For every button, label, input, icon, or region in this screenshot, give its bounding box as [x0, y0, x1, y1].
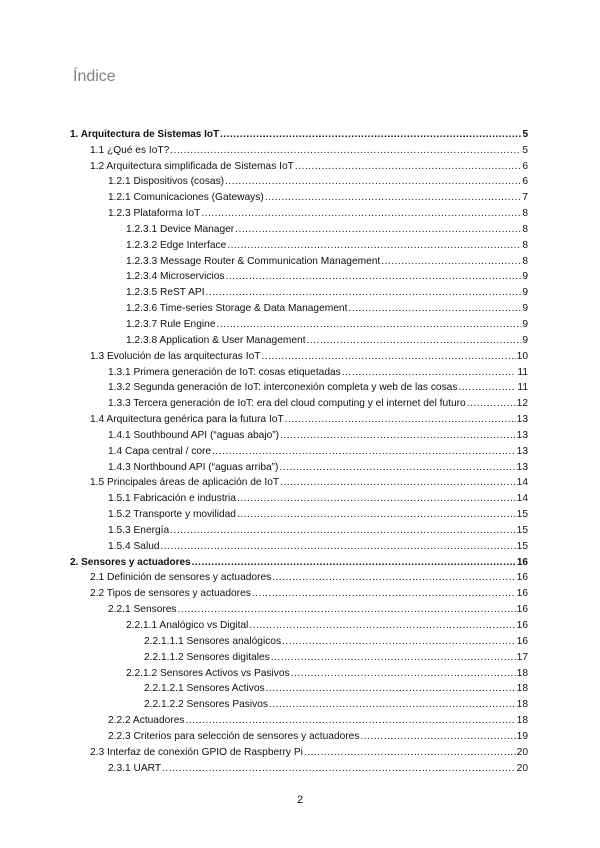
- toc-entry-title: 1.2.1 Dispositivos (cosas): [108, 176, 225, 188]
- toc-entry-title: 2.2.1.2 Sensores Activos vs Pasivos: [126, 667, 290, 679]
- toc-entry-page: 8: [522, 208, 528, 220]
- toc-entry[interactable]: [70, 727, 528, 743]
- toc-dot-leader: [261, 351, 515, 363]
- toc-entry-page: 13: [516, 461, 528, 473]
- toc-dot-leader: [348, 303, 521, 315]
- toc-dot-leader: [226, 271, 522, 283]
- toc-entry-page: 15: [516, 524, 528, 536]
- toc-entry-page: 9: [522, 271, 528, 283]
- toc-dot-leader: [162, 763, 516, 775]
- toc-entry-page: 13: [516, 414, 528, 426]
- toc-entry-title: 1.1 ¿Qué es IoT?: [90, 144, 170, 156]
- toc-entry[interactable]: [70, 569, 528, 585]
- toc-entry[interactable]: [70, 204, 528, 220]
- toc-entry-page: 5: [522, 128, 528, 140]
- toc-dot-leader: [220, 129, 521, 141]
- toc-entry-title: 1.3.1 Primera generación de IoT: cosas etiquetadas: [108, 366, 341, 378]
- toc-entry-page: 16: [516, 635, 528, 647]
- toc-dot-leader: [360, 731, 515, 743]
- toc-entry-page: 11: [517, 382, 528, 394]
- toc-entry-title: 2.2.1.2.2 Sensores Pasivos: [144, 699, 269, 711]
- toc-entry-page: 16: [516, 588, 528, 600]
- toc-entry-title: 1.2.3.6 Time-series Storage & Data Management: [126, 303, 348, 315]
- toc-entry[interactable]: [70, 505, 528, 521]
- toc-entry-title: 1.2 Arquitectura simplificada de Sistemas IoT: [90, 160, 294, 172]
- toc-entry-title: 1.5.4 Salud: [108, 540, 160, 552]
- toc-entry-page: 6: [522, 176, 528, 188]
- toc-dot-leader: [237, 493, 516, 505]
- toc-entry[interactable]: [70, 125, 528, 141]
- toc-entry-page: 18: [516, 683, 528, 695]
- toc-entry-title: 1.3.3 Tercera generación de IoT: era del cloud computing y el internet del futuro: [108, 398, 466, 410]
- toc-entry[interactable]: [70, 489, 528, 505]
- toc-entry-page: 12: [516, 398, 528, 410]
- toc-entry-page: 9: [522, 318, 528, 330]
- toc-dot-leader: [342, 367, 517, 379]
- toc-entry[interactable]: [70, 173, 528, 189]
- toc-entry-page: 16: [516, 572, 528, 584]
- toc-entry-title: 2.2.1.1.2 Sensores digitales: [144, 651, 270, 663]
- toc-dot-leader: [266, 683, 516, 695]
- toc-entry[interactable]: [70, 458, 528, 474]
- toc-entry-page: 5: [522, 144, 528, 156]
- toc-dot-leader: [295, 161, 521, 173]
- toc-entry[interactable]: [70, 220, 528, 236]
- toc-entry-title: 1.2.3.8 Application & User Management: [126, 334, 306, 346]
- toc-entry-title: 1.4 Capa central / core: [108, 445, 212, 457]
- toc-entry-page: 9: [522, 334, 528, 346]
- toc-entry-page: 15: [516, 509, 528, 521]
- toc-entry-title: 2.1 Definición de sensores y actuadores: [90, 572, 272, 584]
- toc-entry-title: 1.3 Evolución de las arquitecturas IoT: [90, 350, 261, 362]
- toc-entry-page: 7: [522, 192, 528, 204]
- toc-entry[interactable]: [70, 379, 528, 395]
- toc-entry-page: 13: [516, 445, 528, 457]
- toc-dot-leader: [381, 256, 521, 268]
- toc-entry[interactable]: [70, 553, 528, 569]
- toc-entry[interactable]: [70, 695, 528, 711]
- toc-entry[interactable]: [70, 537, 528, 553]
- toc-entry-page: 8: [522, 223, 528, 235]
- toc-dot-leader: [280, 477, 516, 489]
- toc-dot-leader: [269, 699, 516, 711]
- toc-entry[interactable]: [70, 426, 528, 442]
- toc-dot-leader: [212, 446, 516, 458]
- toc-dot-leader: [178, 604, 516, 616]
- toc-entry-title: 1.3.2 Segunda generación de IoT: interconexión completa y web de las cosas: [108, 382, 458, 394]
- toc-entry[interactable]: [70, 347, 528, 363]
- toc-entry[interactable]: [70, 363, 528, 379]
- toc-entry-title: 1.2.3.4 Microservicios: [126, 271, 225, 283]
- toc-entry-title: 1.5.3 Energía: [108, 524, 170, 536]
- toc-entry-title: 2.3 Interfaz de conexión GPIO de Raspberry Pi: [90, 746, 303, 758]
- toc-entry[interactable]: [70, 252, 528, 268]
- toc-dot-leader: [192, 557, 516, 569]
- toc-dot-leader: [285, 414, 516, 426]
- toc-entry-title: 1.2.3.1 Device Manager: [126, 223, 235, 235]
- toc-entry[interactable]: [70, 394, 528, 410]
- toc-entry-title: 2.2.1 Sensores: [108, 604, 177, 616]
- toc-entry[interactable]: [70, 268, 528, 284]
- toc-entry[interactable]: [70, 759, 528, 775]
- toc-entry-page: 16: [516, 620, 528, 631]
- toc-dot-leader: [225, 176, 521, 188]
- toc-dot-leader: [307, 335, 522, 347]
- toc-dot-leader: [467, 398, 516, 410]
- toc-entry-title: 1.2.3 Plataforma IoT: [108, 208, 201, 220]
- toc-entry-title: 1.5 Principales áreas de aplicación de IoT: [90, 477, 280, 489]
- toc-entry[interactable]: [70, 157, 528, 173]
- toc-entry-title: 1.4 Arquitectura genérica para la futura IoT: [90, 414, 284, 426]
- toc-entry-title: 2. Sensores y actuadores: [70, 556, 191, 568]
- toc-dot-leader: [282, 636, 516, 648]
- toc-entry[interactable]: [70, 236, 528, 252]
- toc-entry-title: 1. Arquitectura de Sistemas IoT: [70, 128, 220, 140]
- toc-dot-leader: [249, 620, 515, 632]
- toc-entry-page: 16: [516, 604, 528, 616]
- toc-entry[interactable]: [70, 743, 528, 759]
- toc-entry-page: 15: [516, 540, 528, 552]
- toc-dot-leader: [237, 509, 516, 521]
- toc-entry[interactable]: [70, 474, 528, 490]
- toc-dot-leader: [279, 462, 515, 474]
- toc-dot-leader: [227, 240, 521, 252]
- toc-dot-leader: [280, 430, 516, 442]
- toc-entry-title: 2.2.3 Criterios para selección de sensores y actuadores: [108, 730, 360, 742]
- toc-entry-title: 2.2.1.1.1 Sensores analógicos: [144, 635, 282, 647]
- toc-entry[interactable]: [70, 600, 528, 616]
- toc-entry-title: 2.3.1 UART: [108, 762, 162, 774]
- toc-entry-page: 9: [522, 287, 528, 299]
- toc-entry-page: 18: [516, 699, 528, 711]
- toc-entry-title: 1.5.1 Fabricación e industria: [108, 493, 236, 505]
- toc-entry-title: 1.4.3 Northbound API (“aguas arriba”): [108, 461, 279, 473]
- toc-entry[interactable]: [70, 410, 528, 426]
- toc-dot-leader: [170, 145, 521, 157]
- toc-entry-page: 19: [516, 730, 528, 742]
- toc-entry[interactable]: [70, 616, 528, 632]
- toc-dot-leader: [304, 747, 516, 759]
- toc-entry[interactable]: [70, 521, 528, 537]
- toc-entry[interactable]: [70, 141, 528, 157]
- toc-entry[interactable]: [70, 632, 528, 648]
- toc-entry-title: 2.2.2 Actuadores: [108, 715, 185, 727]
- toc-dot-leader: [185, 715, 515, 727]
- toc-entry-page: 11: [517, 366, 528, 378]
- toc-entry[interactable]: [70, 283, 528, 299]
- toc-entry-page: 9: [522, 303, 528, 315]
- toc-entry-page: 16: [516, 556, 528, 568]
- table-of-contents: [70, 125, 528, 775]
- toc-entry-page: 13: [516, 429, 528, 441]
- toc-entry[interactable]: [70, 680, 528, 696]
- toc-dot-leader: [291, 668, 516, 680]
- toc-entry-page: 14: [516, 493, 528, 505]
- toc-entry-title: 1.4.1 Southbound API (“aguas abajo”): [108, 429, 280, 441]
- toc-dot-leader: [265, 192, 522, 204]
- toc-dot-leader: [161, 541, 516, 553]
- page-number: 2: [296, 794, 304, 806]
- toc-entry-title: 1.2.3.7 Rule Engine: [126, 318, 216, 330]
- toc-dot-leader: [458, 382, 516, 394]
- toc-entry-title: 1.2.3.3 Message Router & Communication Management: [126, 255, 381, 267]
- toc-entry-title: 2.2.1.2.1 Sensores Activos: [144, 683, 265, 695]
- toc-entry[interactable]: [70, 584, 528, 600]
- toc-entry-page: 10: [516, 350, 528, 362]
- toc-entry-title: 2.2 Tipos de sensores y actuadores: [90, 588, 251, 600]
- toc-entry[interactable]: [70, 331, 528, 347]
- toc-entry-page: 18: [516, 715, 528, 727]
- toc-entry-title: 1.5.2 Transporte y movilidad: [108, 509, 236, 521]
- toc-entry[interactable]: [70, 188, 528, 204]
- toc-entry-page: 17: [516, 651, 528, 663]
- toc-entry-title: 2.2.1.1 Analógico vs Digital: [126, 620, 249, 631]
- toc-entry-title: 1.2.3.5 ReST API: [126, 287, 205, 299]
- page-heading: Índice: [73, 68, 116, 85]
- toc-entry-page: 8: [522, 255, 528, 267]
- toc-entry[interactable]: [70, 299, 528, 315]
- toc-dot-leader: [201, 208, 521, 220]
- toc-entry-page: 20: [516, 762, 528, 774]
- toc-entry[interactable]: [70, 442, 528, 458]
- toc-entry[interactable]: [70, 315, 528, 331]
- toc-entry[interactable]: [70, 711, 528, 727]
- toc-dot-leader: [217, 319, 522, 331]
- toc-entry-page: 20: [516, 746, 528, 758]
- toc-dot-leader: [252, 588, 516, 600]
- toc-dot-leader: [206, 287, 522, 299]
- toc-entry-page: 18: [516, 667, 528, 679]
- toc-entry-title: 1.2.1 Comunicaciones (Gateways): [108, 192, 264, 204]
- toc-dot-leader: [272, 572, 515, 584]
- toc-entry[interactable]: [70, 664, 528, 680]
- toc-dot-leader: [271, 652, 516, 664]
- toc-entry-page: 6: [522, 160, 528, 172]
- toc-dot-leader: [235, 224, 521, 236]
- toc-entry-page: 14: [516, 477, 528, 489]
- toc-entry-page: 8: [522, 239, 528, 251]
- toc-entry[interactable]: [70, 648, 528, 664]
- toc-entry-title: 1.2.3.2 Edge Interface: [126, 239, 227, 251]
- toc-dot-leader: [170, 525, 515, 537]
